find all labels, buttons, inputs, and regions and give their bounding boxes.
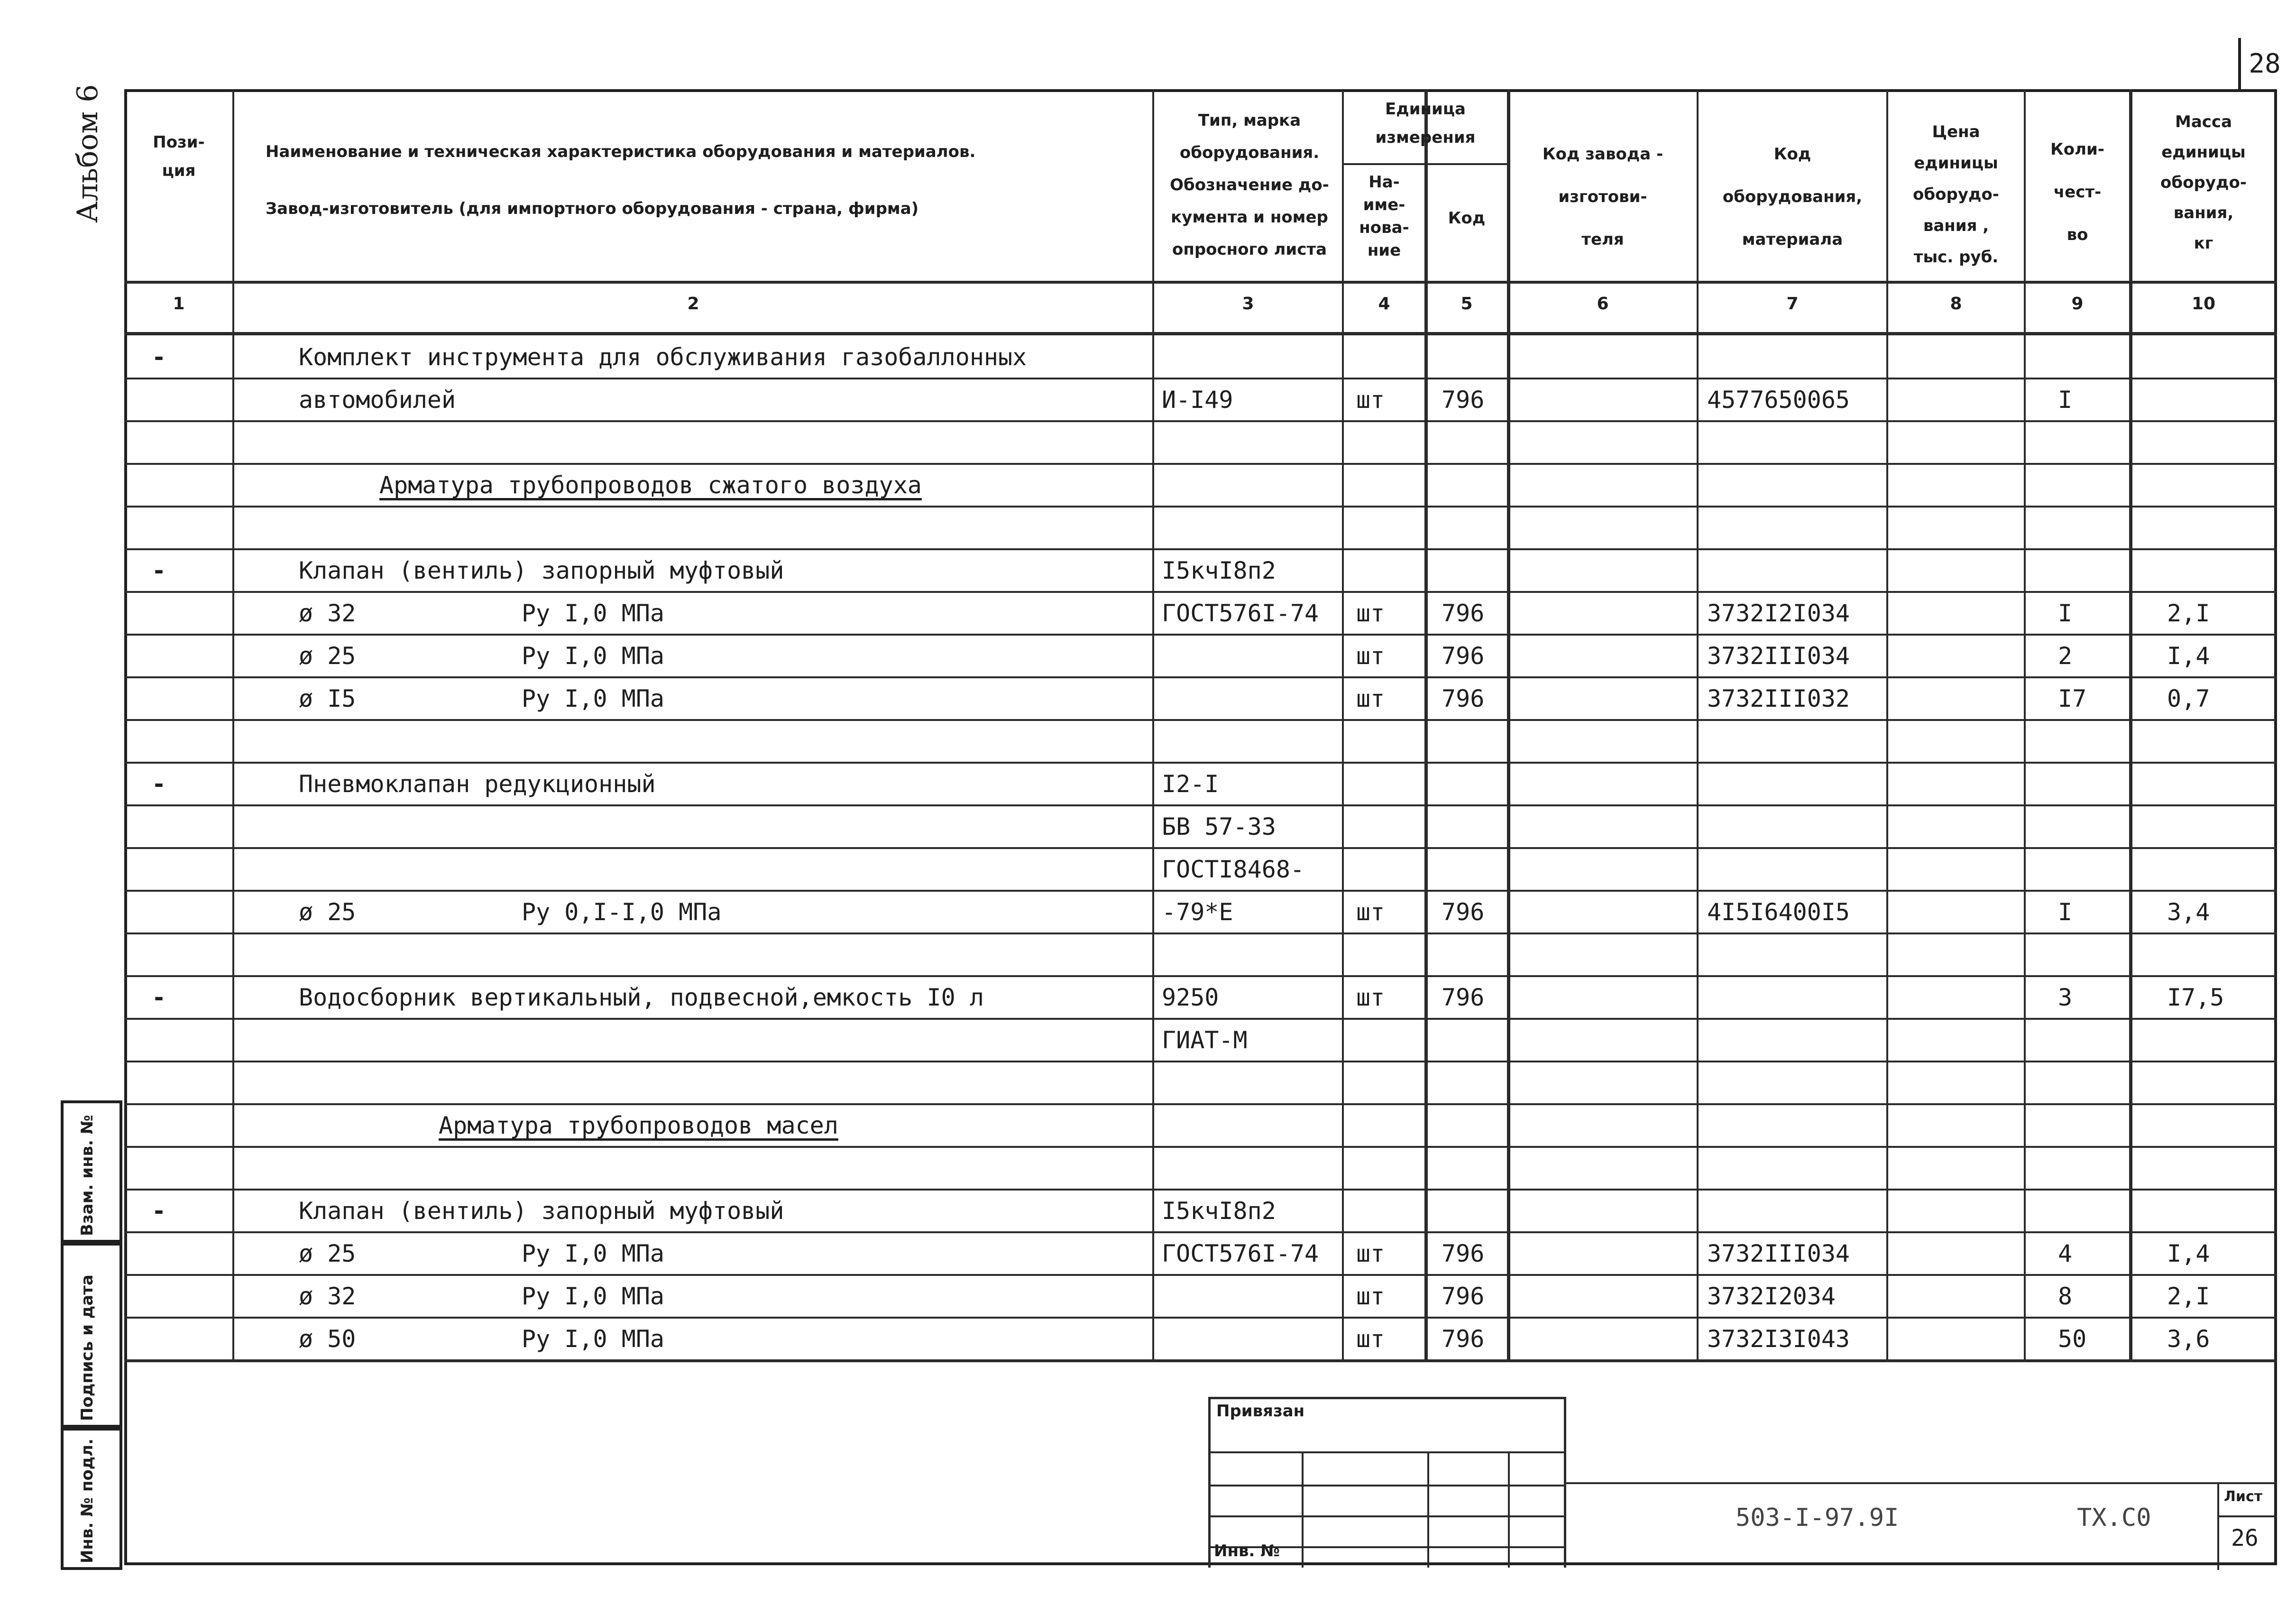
header-type [1157,104,1342,266]
row-equipment-code: 3732I2I034 [1707,600,1850,627]
row-equipment-code: 3732I2034 [1707,1283,1836,1310]
row-unit: шт [1356,984,1385,1011]
row-unit-code: 796 [1442,685,1485,712]
document-code: 503-I-97.9I [1736,1504,1899,1532]
row-divider [124,1146,2277,1148]
header-mass [2130,107,2277,258]
row-name: Клапан (вентиль) запорный муфтовый [299,557,784,584]
side-box-vzam [61,1100,122,1243]
row-unit-code: 796 [1442,1325,1485,1353]
column-number: 7 [1786,294,1799,314]
header-quantity-line: Коли- [2050,140,2104,159]
row-quantity: I [2058,898,2073,926]
row-position: - [152,1197,166,1225]
column-divider [1886,89,1888,1359]
row-parameter: Ру I,0 МПа [522,685,665,712]
side-label-podpis: Подпись и дата [78,1274,97,1421]
row-type: I5кчI8п2 [1162,557,1276,584]
header-name-line: Наименование и техническая характеристика оборудования и материалов. [266,142,976,161]
header-mass-line: кг [2194,234,2213,253]
header-position-line: Пози- [153,133,205,152]
row-divider [124,1018,2277,1020]
header-unit-name-line: нова- [1359,218,1409,237]
stamp-label-inv: Инв. № [1214,1542,1280,1560]
unit-subheader-divider [1343,163,1508,165]
row-unit: шт [1356,1325,1385,1353]
header-type-line: оборудования. [1179,143,1320,162]
header-unit-name-line: име- [1363,195,1405,214]
row-position: - [152,557,166,584]
side-box-podpis [61,1243,122,1428]
row-type: БВ 57-33 [1162,813,1276,840]
header-unit-code: Код [1448,209,1486,228]
row-type: ГИАТ-М [1162,1026,1248,1054]
row-equipment-code: 4577650065 [1707,386,1850,414]
header-unit-name [1343,171,1425,262]
header-price-line: оборудо- [1913,185,1999,204]
row-mass: 0,7 [2167,685,2210,712]
row-divider [124,975,2277,977]
row-divider [124,804,2277,806]
row-divider [124,932,2277,934]
row-unit: шт [1356,898,1385,926]
header-unit-name-line: На- [1368,173,1400,192]
header-factory-code-line: изготови- [1558,187,1647,206]
row-name: Пневмоклапан редукционный [299,770,656,798]
header-type-line: кумента и номер [1171,208,1328,227]
row-name: ø 25 [299,1240,356,1267]
column-divider [1697,89,1699,1359]
row-type: И-I49 [1162,386,1233,414]
row-name: ø 50 [299,1325,356,1353]
section-heading: Арматура трубопроводов сжатого воздуха [379,471,922,499]
row-quantity: 3 [2058,984,2073,1011]
row-unit: шт [1356,1240,1385,1267]
stamp-row-line [1209,1515,1565,1517]
header-quantity-line: во [2066,225,2088,244]
document-mark: ТХ.С0 [2077,1504,2151,1532]
row-name: ø 25 [299,642,356,670]
row-unit-code: 796 [1442,1283,1485,1310]
header-type-line: опросного листа [1172,240,1327,259]
row-divider [124,847,2277,849]
row-name: ø I5 [299,685,356,712]
header-name-line: Завод-изготовитель (для импортного оборудования - страна, фирма) [266,199,919,218]
header-mass-line: оборудо- [2160,173,2247,192]
stamp-top-line [1209,1397,1565,1399]
row-type: ГОСТ576I-74 [1162,1240,1319,1267]
column-number: 8 [1950,294,1962,314]
column-divider [1342,89,1344,1359]
stamp-col-line [1302,1451,1304,1568]
row-divider [124,1231,2277,1233]
list-box-divider [2217,1515,2277,1517]
header-equipment-code [1698,133,1887,261]
row-divider [124,1359,2277,1362]
row-divider [124,463,2277,465]
row-unit-code: 796 [1442,984,1485,1011]
side-label-vzam: Взам. инв. № [78,1115,97,1236]
row-name: ø 32 [299,600,356,627]
column-divider [1152,89,1154,1359]
row-unit: шт [1356,386,1385,414]
header-quantity [2025,128,2130,256]
header-equipment-code-line: материала [1742,230,1843,249]
column-divider [1424,89,1428,1359]
column-number: 1 [173,294,185,314]
row-unit-code: 796 [1442,600,1485,627]
row-quantity: 8 [2058,1283,2073,1310]
stamp-left-line [1208,1397,1211,1568]
row-position: - [152,343,166,371]
row-quantity: 4 [2058,1240,2073,1267]
row-unit-code: 796 [1442,1240,1485,1267]
side-box-inv [61,1428,122,1570]
row-divider [124,506,2277,508]
row-divider [124,719,2277,721]
row-type: 9250 [1162,984,1219,1011]
sheet-number: 28 [2238,38,2288,90]
row-divider [124,1061,2277,1062]
row-type: I5кчI8п2 [1162,1197,1276,1225]
row-mass: 2,I [2167,600,2210,627]
row-divider [124,890,2277,892]
header-unit-name-line: ние [1367,241,1401,260]
row-unit-code: 796 [1442,898,1485,926]
header-unit-line: Единица [1385,100,1466,119]
row-equipment-code: 3732III034 [1707,1240,1850,1267]
row-equipment-code: 3732III032 [1707,685,1850,712]
header-unit-line: измерения [1375,128,1476,147]
header-price-line: вания , [1923,216,1989,235]
row-divider [124,1317,2277,1319]
row-parameter: Ру I,0 МПа [522,1240,665,1267]
album-label: Альбом 6 [71,84,104,223]
column-number: 4 [1378,294,1390,314]
column-divider [232,89,234,1359]
row-equipment-code: 3732III034 [1707,642,1850,670]
row-quantity: 50 [2058,1325,2087,1353]
column-number: 5 [1460,294,1473,314]
header-factory-code-line: теля [1581,230,1624,249]
header-position-line: ция [162,161,196,180]
row-mass: I,4 [2167,1240,2210,1267]
list-number: 26 [2231,1525,2259,1551]
column-divider [2129,89,2132,1359]
row-parameter: Ру I,0 МПа [522,1325,665,1353]
row-unit: шт [1356,642,1385,670]
row-parameter: Ру I,0 МПа [522,600,665,627]
row-mass: 2,I [2167,1283,2210,1310]
row-name: ø 25 [299,898,356,926]
row-quantity: I [2058,386,2073,414]
header-factory-code-line: Код завода - [1542,145,1663,164]
row-position: - [152,984,166,1011]
row-type: I2-I [1162,770,1219,798]
row-position: - [152,770,166,798]
row-equipment-code: 3732I3I043 [1707,1325,1850,1353]
stamp-row-line [1209,1485,1565,1486]
column-number-divider [124,332,2277,335]
row-divider [124,1103,2277,1105]
row-divider [124,634,2277,636]
stamp-label-privyazan: Привязан [1216,1402,1305,1421]
row-divider [124,1274,2277,1276]
stamp-row-line [1209,1451,1565,1453]
row-unit-code: 796 [1442,642,1485,670]
header-name [266,123,1119,237]
row-equipment-code: 4I5I6400I5 [1707,898,1850,926]
row-name: Комплект инструмента для обслуживания газобаллонных [299,343,1027,371]
row-mass: 3,4 [2167,898,2210,926]
row-type: ГОСТ576I-74 [1162,600,1319,627]
header-equipment-code-line: Код [1773,145,1811,164]
column-number: 10 [2191,294,2216,314]
header-factory-code [1508,133,1698,261]
row-divider [124,548,2277,550]
row-divider [124,591,2277,593]
header-divider [124,281,2277,284]
row-divider [124,676,2277,678]
column-number: 6 [1597,294,1609,314]
header-unit [1343,95,1508,152]
header-price-line: единицы [1914,154,1998,173]
row-divider [124,762,2277,764]
row-divider [124,1189,2277,1191]
row-name: Клапан (вентиль) запорный муфтовый [299,1197,784,1225]
row-unit: шт [1356,1283,1385,1310]
row-mass: 3,6 [2167,1325,2210,1353]
header-price-line: тыс. руб. [1913,248,1999,267]
header-type-line: Тип, марка [1198,111,1301,130]
header-mass-line: вания, [2173,203,2234,222]
column-number: 2 [687,294,699,314]
side-label-inv: Инв. № подл. [78,1438,97,1563]
row-divider [124,420,2277,422]
header-price [1887,116,2025,273]
column-divider [2024,89,2026,1359]
header-position [124,128,233,185]
row-quantity: 2 [2058,642,2073,670]
row-quantity: I [2058,600,2073,627]
list-label: Лист [2224,1488,2263,1505]
row-name: Водосборник вертикальный, подвесной,емкость I0 л [299,984,984,1011]
row-unit: шт [1356,600,1385,627]
row-divider [124,378,2277,379]
header-mass-line: Масса [2175,112,2232,131]
row-type: ГОСТI8468- [1162,856,1305,883]
stamp-main-line [1565,1482,2276,1484]
header-equipment-code-line: оборудования, [1722,187,1863,206]
column-number: 3 [1242,294,1254,314]
header-price-line: Цена [1932,122,1980,141]
row-mass: I7,5 [2167,984,2224,1011]
row-name: автомобилей [299,386,456,414]
section-heading: Арматура трубопроводов масел [439,1112,838,1139]
row-quantity: I7 [2058,685,2087,712]
column-number: 9 [2071,294,2084,314]
row-parameter: Ру I,0 МПа [522,1283,665,1310]
header-mass-line: единицы [2161,143,2246,162]
row-unit-code: 796 [1442,386,1485,414]
list-box-line [2217,1482,2219,1570]
header-quantity-line: чест- [2053,183,2102,202]
column-divider [1507,89,1510,1359]
row-type: -79*Е [1162,898,1233,926]
row-parameter: Ру 0,I-I,0 МПа [522,898,722,926]
row-mass: I,4 [2167,642,2210,670]
row-name: ø 32 [299,1283,356,1310]
row-parameter: Ру I,0 МПа [522,642,665,670]
stamp-col-line [1427,1451,1429,1568]
row-unit: шт [1356,685,1385,712]
header-type-line: Обозначение до- [1170,175,1329,194]
stamp-col-line [1508,1451,1510,1568]
